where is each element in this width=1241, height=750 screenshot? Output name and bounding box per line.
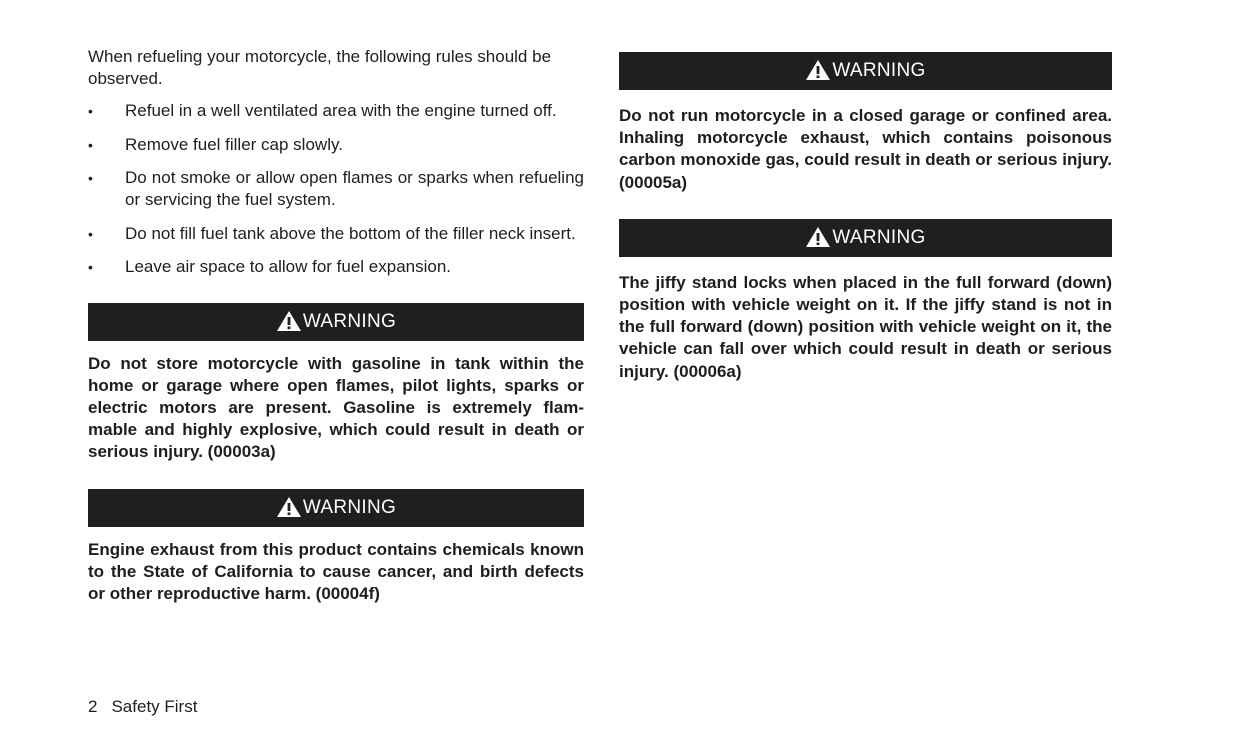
warning-closed-garage: Do not run motorcycle in a closed garage or confined area. Inhaling motorcycle exhaust, which contains poisonous carbon monoxide gas, could result in death or serious injury. (00005a) bbox=[619, 106, 1112, 192]
warning-triangle-icon bbox=[276, 496, 302, 518]
list-item: • Do not fill fuel tank above the bottom of the filler neck insert. bbox=[88, 223, 576, 243]
list-item: • Remove fuel filler cap slowly. bbox=[88, 134, 343, 154]
warning-label: WARNING bbox=[832, 60, 926, 81]
warning-jiffy-stand: The jiffy stand locks when placed in the full forward (down) position with vehicle weight on it. If the jiffy stand is not in the full forward (down) position with vehicle weight on it, the vehicle can fall over which could result in death or serious injury. (00006a) bbox=[619, 272, 1112, 381]
warning-header bbox=[88, 489, 584, 527]
bullet-icon: • bbox=[88, 225, 93, 242]
warning-label: WARNING bbox=[302, 310, 397, 332]
warning-label: WARNING bbox=[832, 226, 926, 248]
bullet-icon: • bbox=[88, 170, 93, 186]
left-column bbox=[88, 46, 584, 605]
list-item: • Do not smoke or allow open flames or sparks when refueling or servicing the fuel system. bbox=[88, 168, 584, 209]
warning-triangle-icon bbox=[805, 59, 831, 81]
warning-gasoline-storage: Do not store motorcycle with gasoline in tank within the home or garage where open flames, pilot lights, sparks or electric motors are present. Gasoline is extremely flam-mable and highly explosive, which could result in death or serious injury. (00003a) bbox=[88, 353, 584, 462]
warning-label: WARNING bbox=[302, 496, 397, 518]
warning-header bbox=[619, 52, 1112, 90]
bullet-icon: • bbox=[88, 103, 93, 119]
page-footer bbox=[88, 696, 197, 718]
list-item: • Leave air space to allow for fuel expansion. bbox=[88, 257, 452, 276]
warning-header bbox=[619, 219, 1112, 257]
refuel-intro: When refueling your motorcycle, the following rules should be observed. bbox=[88, 47, 552, 88]
refuel-rules-list bbox=[88, 100, 584, 278]
bullet-icon: • bbox=[88, 136, 93, 153]
section-title: Safety First bbox=[111, 697, 198, 716]
right-column bbox=[619, 52, 1112, 383]
warning-triangle-icon bbox=[805, 226, 831, 248]
warning-california-exhaust: Engine exhaust from this product contains chemicals known to the State of California to cause cancer, and birth defects or other reproductive harm. (00004f) bbox=[88, 539, 584, 603]
list-item: • Refuel in a well ventilated area with the engine turned off. bbox=[88, 101, 557, 120]
warning-triangle-icon bbox=[276, 310, 302, 332]
warning-header bbox=[88, 303, 584, 341]
page-number: 2 bbox=[88, 697, 98, 716]
bullet-icon: • bbox=[88, 259, 93, 275]
